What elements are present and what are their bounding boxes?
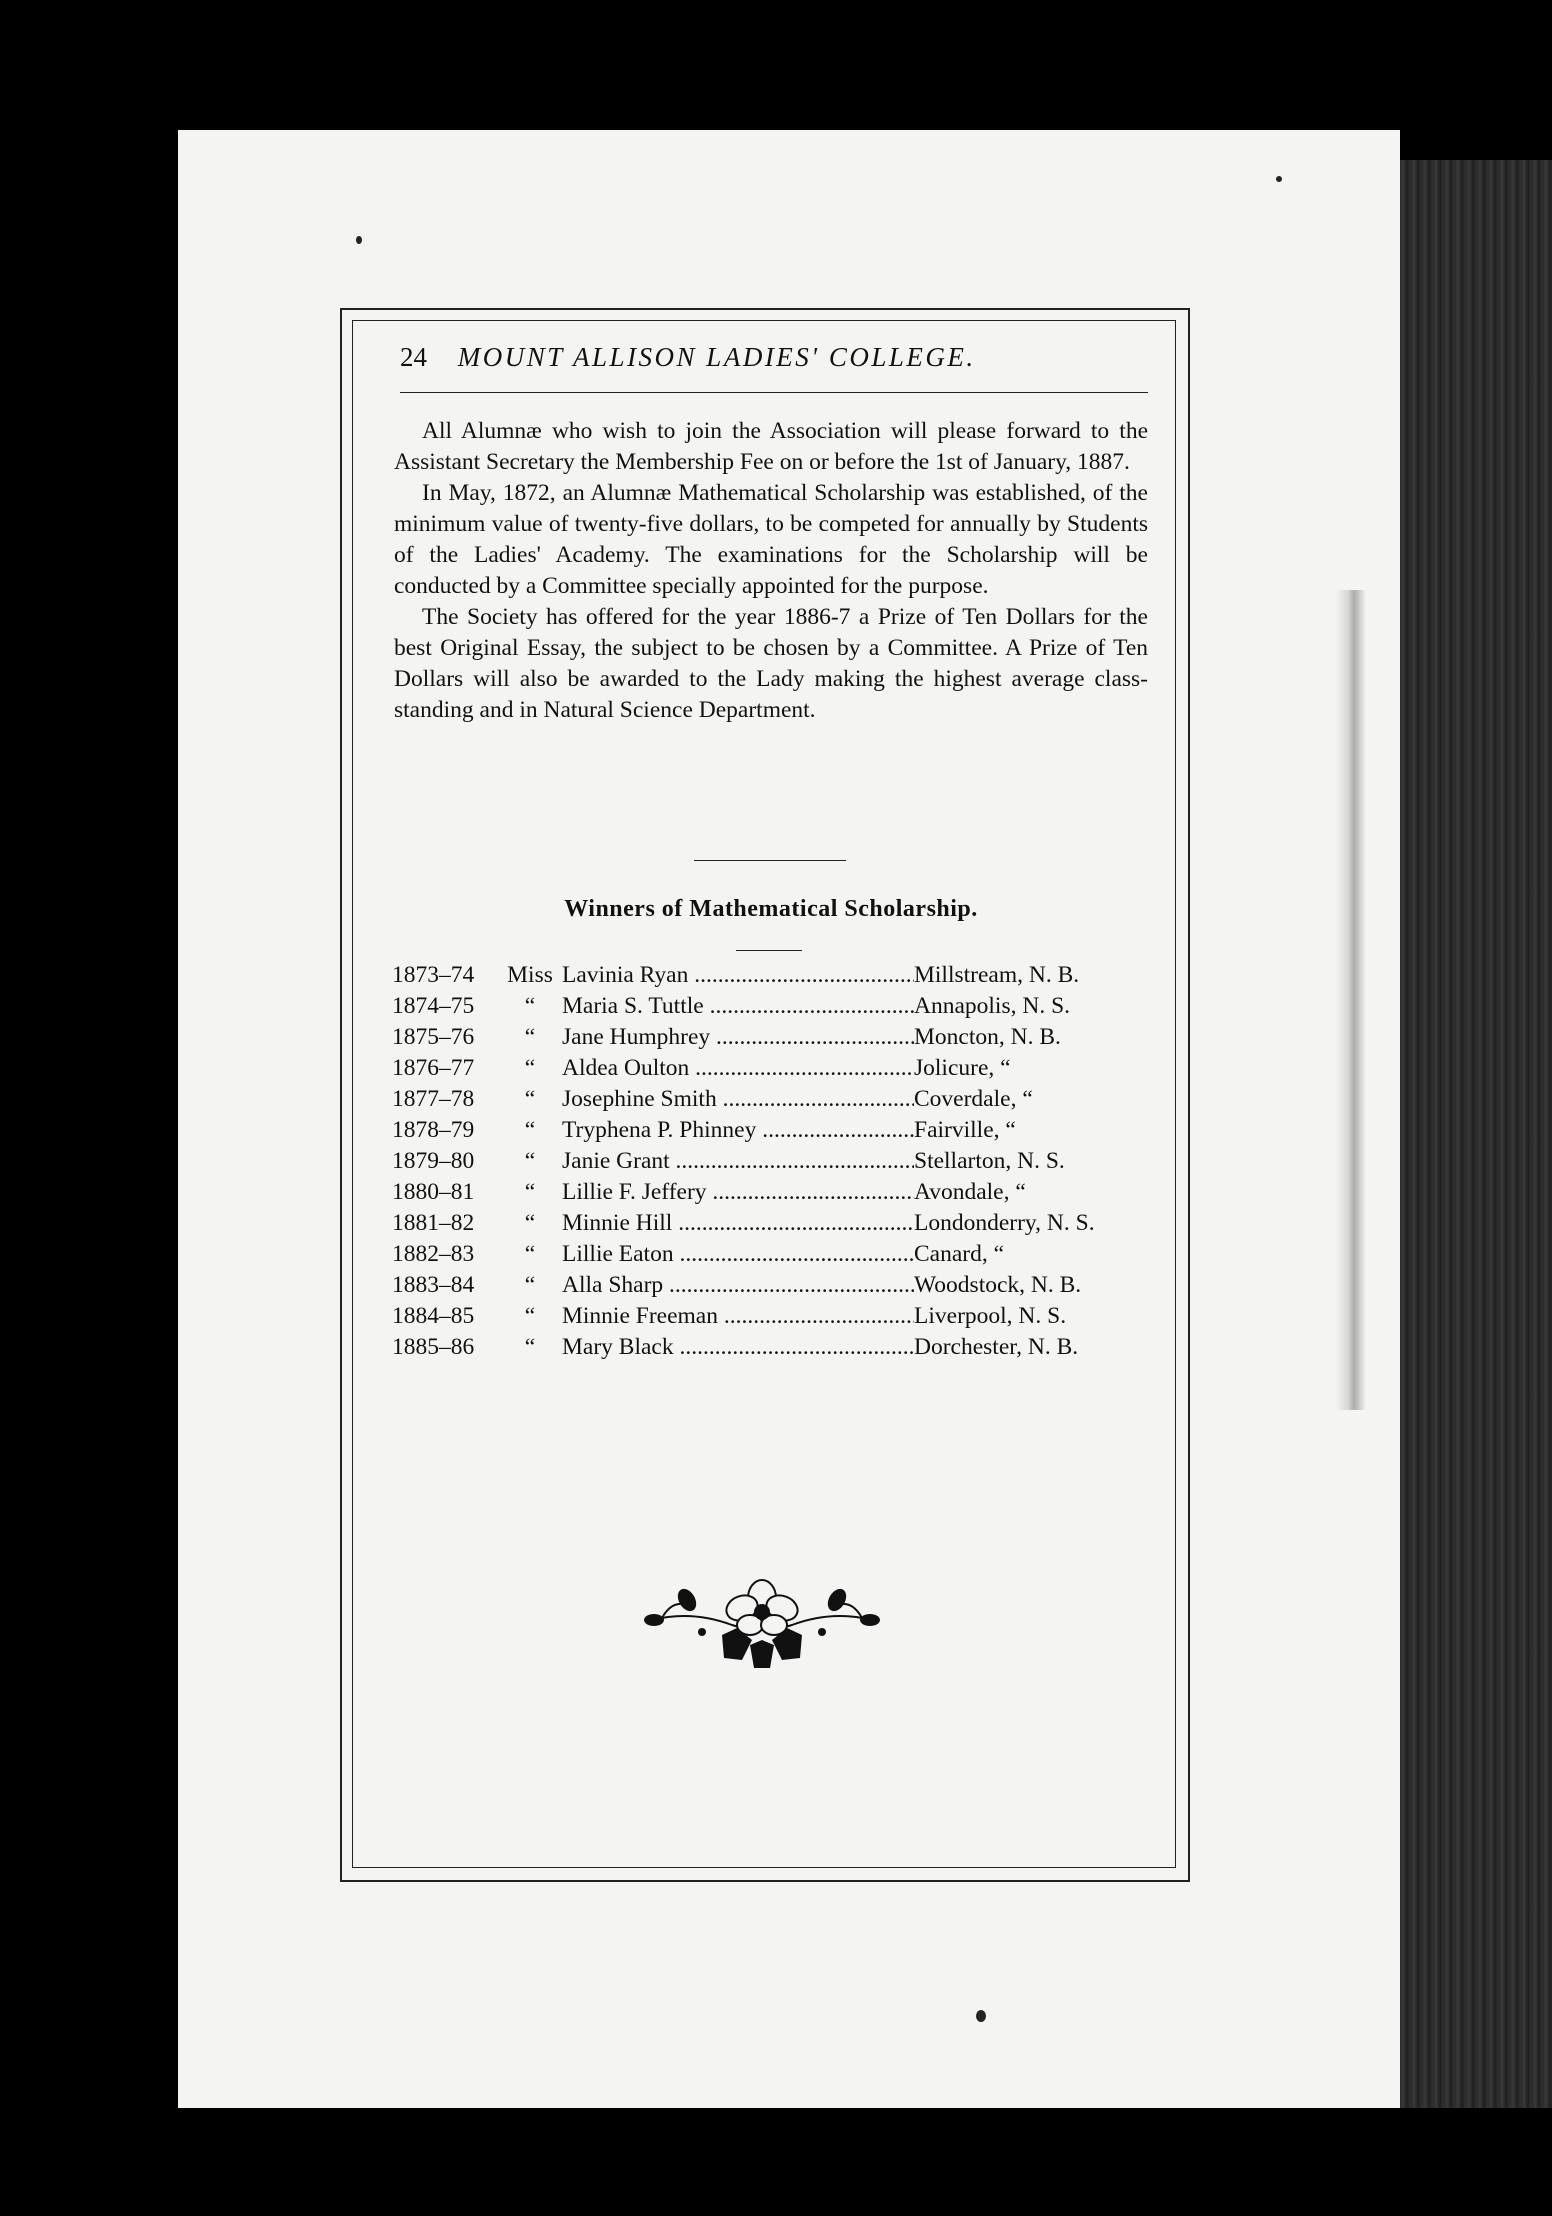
section-heading: Winners of Mathematical Scholarship. [564,896,978,922]
winner-name: Aldea Oulton ..... [562,1053,914,1084]
book-spine [1400,160,1552,2108]
winner-year: 1882–83 [392,1241,475,1267]
scan-speck [976,2010,986,2022]
list-item [392,1239,1162,1270]
winner-name: Lillie Eaton ..... [562,1239,914,1270]
list-item [392,960,1162,991]
list-item [392,1084,1162,1115]
winner-name: Jane Humphrey ..... [562,1022,914,1053]
winner-title: “ [524,1086,536,1112]
winner-name: Tryphena P. Phinney ..... [562,1115,914,1146]
winner-place: Canard, “ [914,1241,1005,1267]
list-item [392,1146,1162,1177]
winners-list [392,960,1162,1363]
winner-title: “ [524,1241,536,1267]
winner-year: 1879–80 [392,1148,475,1174]
winner-place: Coverdale, “ [914,1086,1033,1112]
winner-title: “ [524,1179,536,1205]
winner-place: Avondale, “ [914,1179,1026,1205]
winner-year: 1874–75 [392,993,475,1019]
scan-speck [1276,176,1282,182]
winner-place: Dorchester, N. B. [914,1334,1079,1360]
winner-place: Stellarton, N. S. [914,1148,1065,1174]
winner-title: Miss [507,962,553,988]
header-rule [400,392,1148,393]
winner-name: Lavinia Ryan ..... [562,960,914,991]
list-item [392,1208,1162,1239]
winner-year: 1885–86 [392,1334,475,1360]
winner-name: Josephine Smith ..... [562,1084,914,1115]
winner-year: 1884–85 [392,1303,475,1329]
winner-title: “ [524,1210,536,1236]
winner-year: 1880–81 [392,1179,475,1205]
winner-year: 1878–79 [392,1117,475,1143]
winner-name: Minnie Freeman ..... [562,1301,914,1332]
section-divider [694,860,846,861]
winner-place: Moncton, N. B. [914,1024,1061,1050]
winner-name: Minnie Hill ..... [562,1208,914,1239]
list-item [392,991,1162,1022]
paragraph-prizes: The Society has offered for the year 1886-7 a Prize of Ten Dollars for the best Original Essay, the subject to be chosen by a Committee. A Prize of Ten Dollars will also be awarded to the Lady making the highest average class-standing and in Natural Science Department. [394,604,1148,723]
page-edge-shadow [1336,590,1366,1410]
list-item [392,1115,1162,1146]
winner-name: Janie Grant ..... [562,1146,914,1177]
winner-year: 1873–74 [392,962,475,988]
winner-year: 1881–82 [392,1210,475,1236]
winner-place: Fairville, “ [914,1117,1016,1143]
list-item [392,1270,1162,1301]
winner-title: “ [524,1272,536,1298]
winner-title: “ [524,1055,536,1081]
list-item [392,1053,1162,1084]
heading-rule [736,950,802,951]
running-title: MOUNT ALLISON LADIES' COLLEGE. [457,342,976,372]
winner-name: Maria S. Tuttle ..... [562,991,914,1022]
winner-year: 1875–76 [392,1024,475,1050]
winner-name: Mary Black ..... [562,1332,914,1363]
winner-title: “ [524,1303,536,1329]
winner-title: “ [524,993,536,1019]
winner-year: 1883–84 [392,1272,475,1298]
list-item [392,1301,1162,1332]
body-text [394,416,1148,726]
winner-place: Annapolis, N. S. [914,993,1071,1019]
page-number: 24 [400,342,427,372]
running-header [400,342,1152,373]
winner-title: “ [524,1148,536,1174]
winner-place: Liverpool, N. S. [914,1303,1067,1329]
list-item [392,1332,1162,1363]
winner-name: Alla Sharp ..... [562,1270,914,1301]
winner-title: “ [524,1334,536,1360]
winner-title: “ [524,1024,536,1050]
winner-place: Londonderry, N. S. [914,1210,1095,1236]
winner-year: 1877–78 [392,1086,475,1112]
paragraph-scholarship: In May, 1872, an Alumnæ Mathematical Scholarship was established, of the minimum value of twenty-five dollars, to be competed for annually by Students of the Ladies' Academy. The examinations for the Scholarship will be conducted by a Committee specially appointed for the purpose. [394,480,1148,599]
list-item [392,1022,1162,1053]
winner-name: Lillie F. Jeffery ..... [562,1177,914,1208]
winner-place: Jolicure, “ [914,1055,1011,1081]
floral-vignette-icon [632,1570,892,1680]
winner-title: “ [524,1117,536,1143]
scan-speck [356,236,362,244]
list-item [392,1177,1162,1208]
winner-place: Woodstock, N. B. [914,1272,1082,1298]
paragraph-membership: All Alumnæ who wish to join the Association will please forward to the Assistant Secretary the Membership Fee on or before the 1st of January, 1887. [394,418,1148,475]
winner-year: 1876–77 [392,1055,475,1081]
winner-place: Millstream, N. B. [914,962,1080,988]
